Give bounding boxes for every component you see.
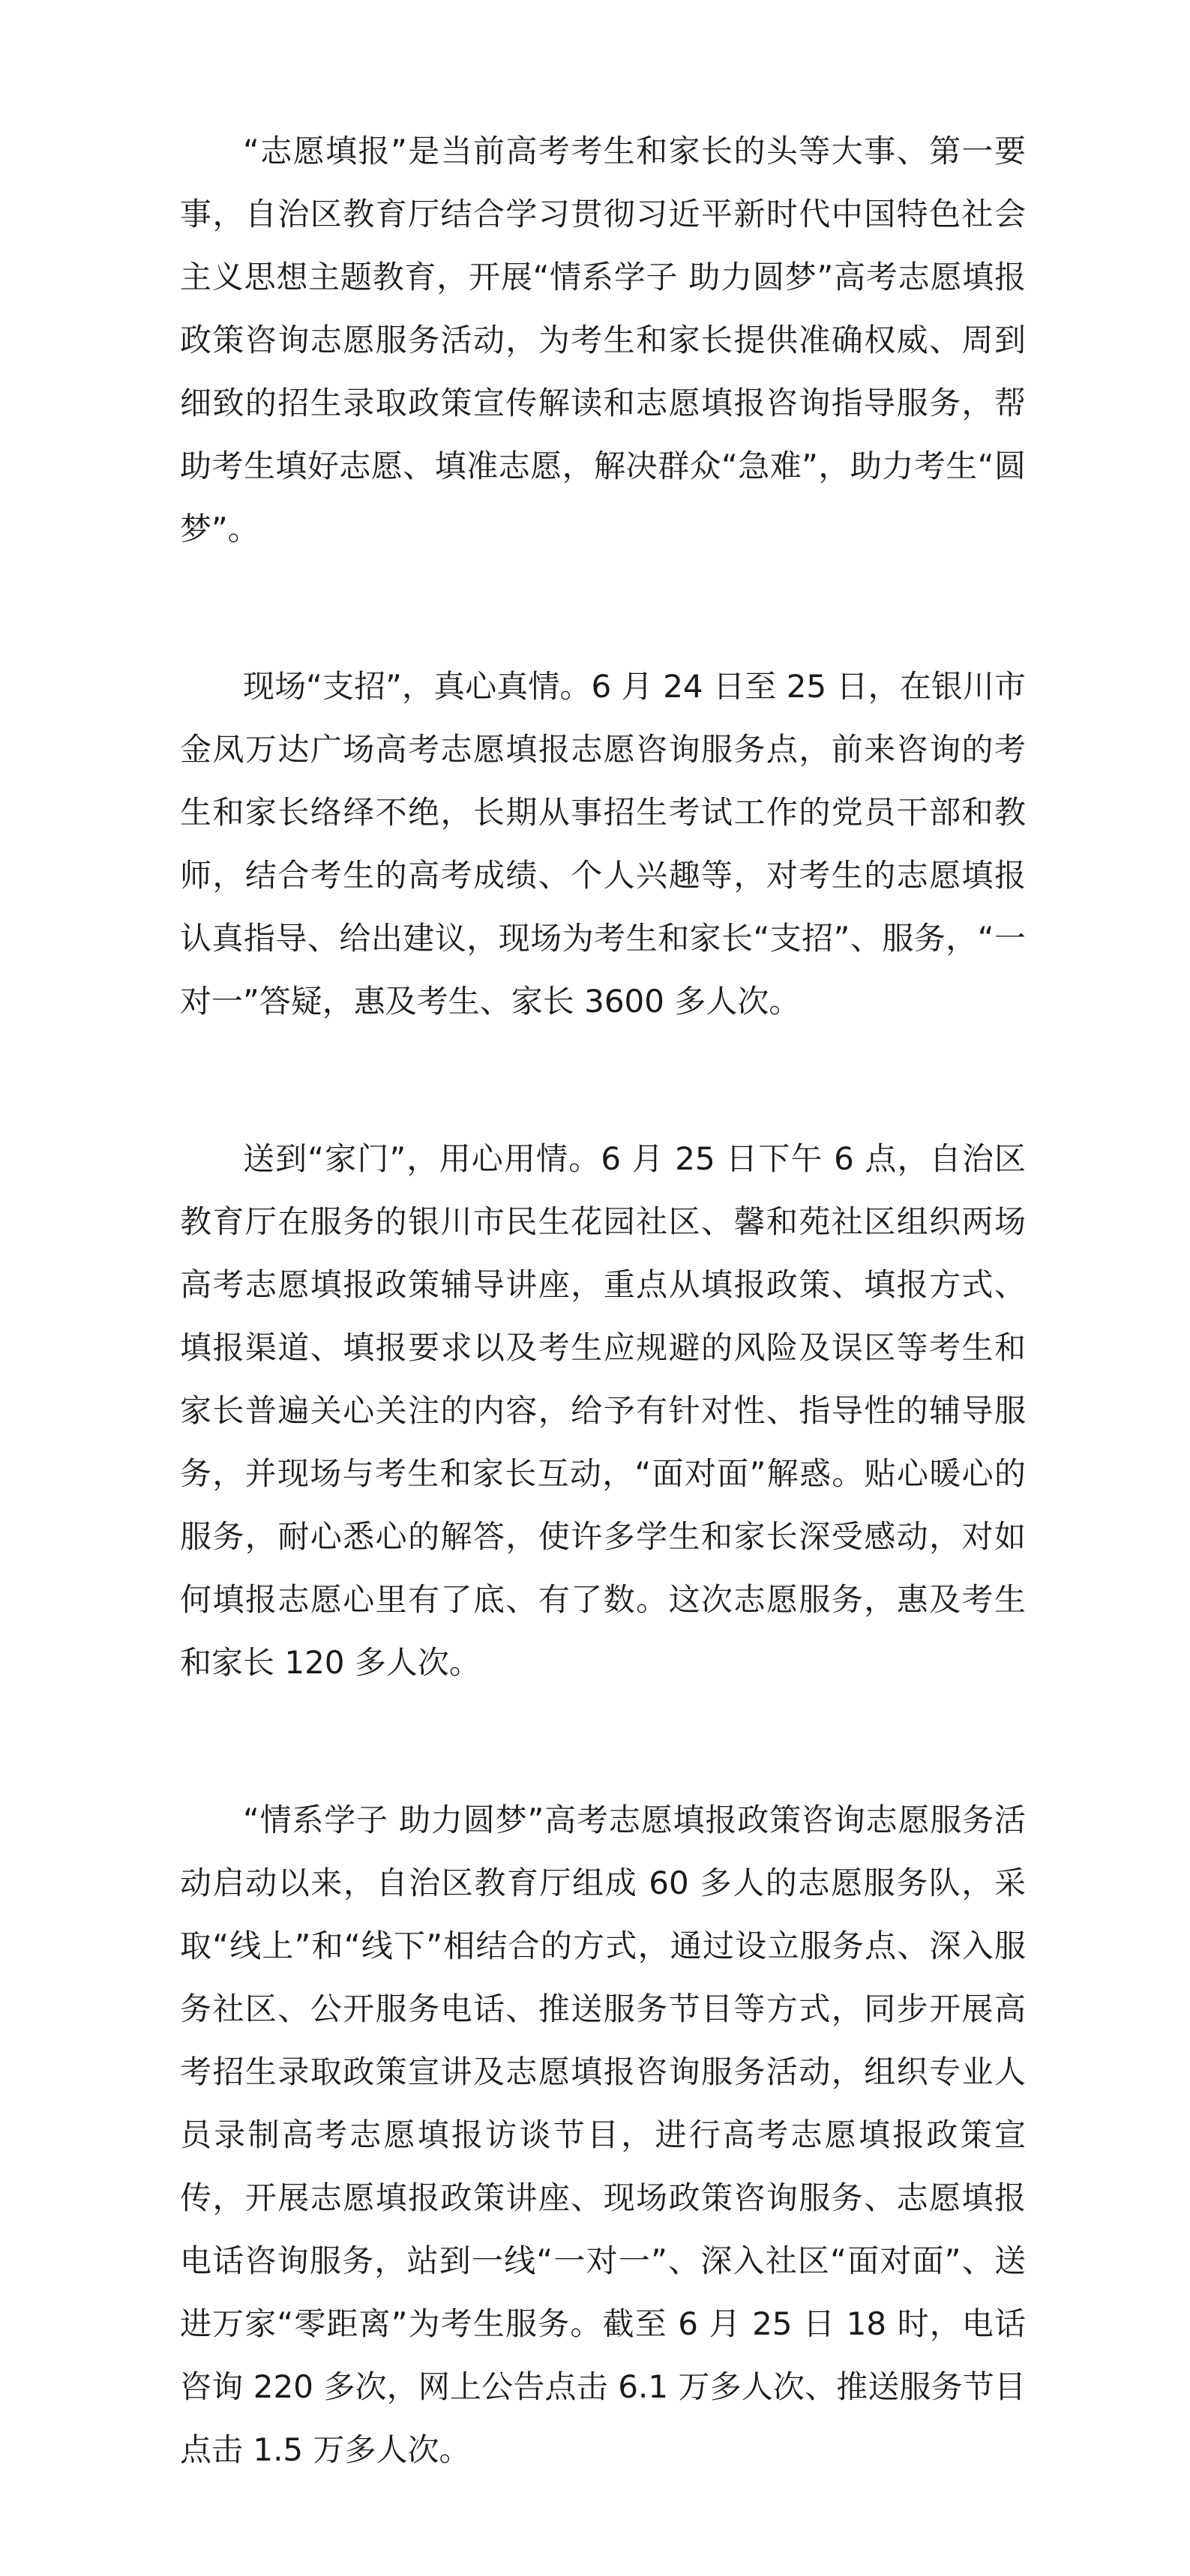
paragraph-onsite-guidance: 现场“支招”，真心真情。6 月 24 日至 25 日，在银川市金凤万达广场高考志愿填报志愿咨询服务点，前来咨询的考生和家长络绎不绝，长期从事招生考试工作的党员干部和教师，结合考生的高考成绩、个人兴趣等，对考生的志愿填报认真指导、给出建议，现场为考生和家长“支招”、服务，“一对一”答疑，惠及考生、家长 3600 多人次。 (180, 668, 1026, 1020)
article-body (180, 120, 1026, 2576)
paragraph-community-lectures: 送到“家门”，用心用情。6 月 25 日下午 6 点，自治区教育厅在服务的银川市民生花园社区、馨和苑社区组织两场高考志愿填报政策辅导讲座，重点从填报政策、填报方式、填报渠道、填报要求以及考生应规避的风险及误区等考生和家长普遍关心关注的内容，给予有针对性、指导性的辅导服务，并现场与考生和家长互动，“面对面”解惑。贴心暖心的服务，耐心悉心的解答，使许多学生和家长深受感动，对如何填报志愿心里有了底、有了数。这次志愿服务，惠及考生和家长 120 多人次。 (180, 1140, 1026, 1681)
paragraph-intro: “志愿填报”是当前高考考生和家长的头等大事、第一要事，自治区教育厅结合学习贯彻习近平新时代中国特色社会主义思想主题教育，开展“情系学子 助力圆梦”高考志愿填报政策咨询志愿服务活动，为考生和家长提供准确权威、周到细致的招生录取政策宣传解读和志愿填报咨询指导服务，帮助考生填好志愿、填准志愿，解决群众“急难”，助力考生“圆梦”。 (180, 133, 1026, 547)
paragraph-activity-summary: “情系学子 助力圆梦”高考志愿填报政策咨询志愿服务活动启动以来，自治区教育厅组成 60 多人的志愿服务队，采取“线上”和“线下”相结合的方式，通过设立服务点、深入服务社区、公开服务电话、推送服务节目等方式，同步开展高考招生录取政策宣讲及志愿填报咨询服务活动，组织专业人员录制高考志愿填报访谈节目，进行高考志愿填报政策宣传，开展志愿填报政策讲座、现场政策咨询服务、志愿填报电话咨询服务，站到一线“一对一”、深入社区“面对面”、送进万家“零距离”为考生服务。截至 6 月 25 日 18 时，电话咨询 220 多次，网上公告点击 6.1 万多人次、推送服务节目点击 1.5 万多人次。 (180, 1802, 1026, 2468)
